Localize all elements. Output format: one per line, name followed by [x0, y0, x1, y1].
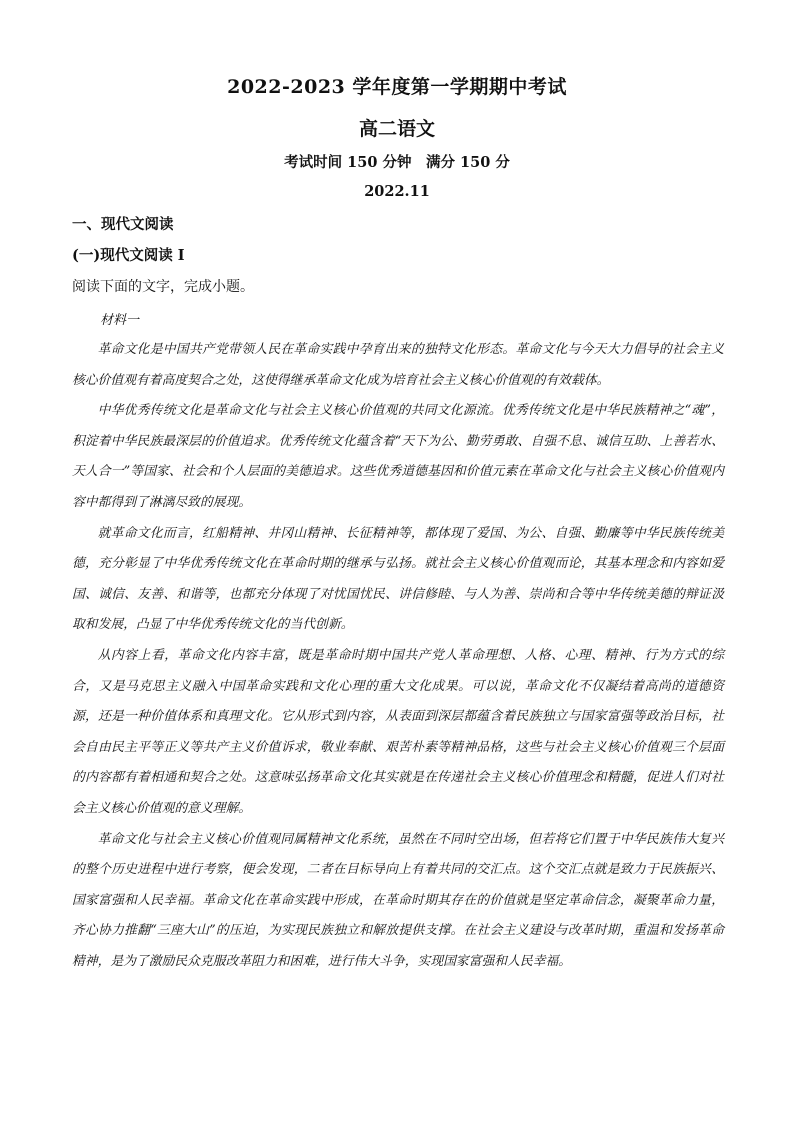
exam-info: 考试时间 150 分钟 满分 150 分: [284, 154, 510, 171]
exam-date: 2022.11: [364, 183, 430, 200]
paragraph: 就革命文化而言，红船精神、井冈山精神、长征精神等，都体现了爱国、为公、自强、勤廉等中华民族传统美德，充分彰显了中华优秀传统文化在革命时期的继承与弘扬。就社会主义核心价值观而论，其基本理念和内容如爱国、诚信、友善、和谐等，也都充分体现了对忧国忧民、讲信修睦、与人为善、崇尚和合等中华传统美德的辩证汲取和发展，凸显了中华优秀传统文化的当代创新。: [72, 525, 724, 633]
material-body: [72, 335, 724, 977]
section-heading: 一、现代文阅读: [72, 216, 174, 233]
exam-title: 2022-2023 学年度第一学期期中考试: [227, 76, 567, 98]
paragraph: 革命文化是中国共产党带领人民在革命实践中孕育出来的独特文化形态。革命文化与今天大力倡导的社会主义核心价值观有着高度契合之处，这使得继承革命文化成为培育社会主义核心价值观的有效载体。: [72, 342, 724, 388]
paragraph: 中华优秀传统文化是革命文化与社会主义核心价值观的共同文化源流。优秀传统文化是中华民族精神之“魂”，积淀着中华民族最深层的价值追求。优秀传统文化蕴含着“天下为公、勤劳勇敢、自强不息、诚信互助、上善若水、天人合一”等国家、社会和个人层面的美德追求。这些优秀道德基因和价值元素在革命文化与社会主义核心价值观内容中都得到了淋漓尽致的展现。: [72, 403, 724, 510]
paragraph: 革命文化与社会主义核心价值观同属精神文化系统，虽然在不同时空出场，但若将它们置于中华民族伟大复兴的整个历史进程中进行考察，便会发现，二者在目标导向上有着共同的交汇点。这个交汇点就是致力于民族振兴、国家富强和人民幸福。革命文化在革命实践中形成，在革命时期其存在的价值就是坚定革命信念，凝聚革命力量，齐心协力推翻“三座大山”的压迫，为实现民族独立和解放提供支撑。在社会主义建设与改革时期，重温和发扬革命精神，是为了激励民众克服改革阻力和困难，进行伟大斗争，实现国家富强和人民幸福。: [72, 831, 724, 969]
material-label: 材料一: [100, 313, 140, 328]
sub-section-heading: (一)现代文阅读 I: [72, 247, 185, 264]
reading-instruction: 阅读下面的文字，完成小题。: [72, 279, 254, 295]
subject-title: 高二语文: [358, 118, 435, 140]
paragraph: 从内容上看，革命文化内容丰富，既是革命时期中国共产党人革命理想、人格、心理、精神、行为方式的综合，又是马克思主义融入中国革命实践和文化心理的重大文化成果。可以说，革命文化不仅凝结着高尚的道德资源，还是一种价值体系和真理文化。它从形式到内容，从表面到深层都蕴含着民族独立与国家富强等政治目标，社会自由民主平等正义等共产主义价值诉求，敬业奉献、艰苦朴素等精神品格，这些与社会主义核心价值观三个层面的内容都有着相通和契合之处。这意味弘扬革命文化其实就是在传递社会主义核心价值理念和精髓，促进人们对社会主义核心价值观的意义理解。: [72, 647, 724, 816]
